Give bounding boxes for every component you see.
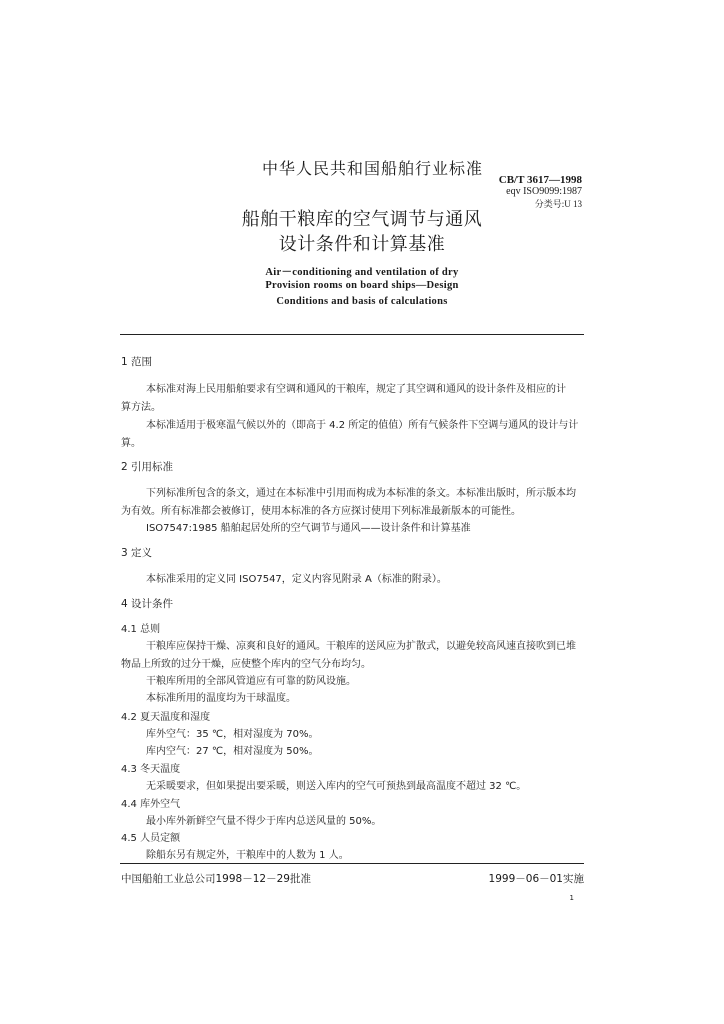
header-divider bbox=[120, 334, 584, 335]
title-cn-line2: 设计条件和计算基准 bbox=[278, 234, 446, 255]
section-4-2-heading: 4.2 夏天温度和湿度 bbox=[121, 712, 211, 723]
title-en-line2: Provision rooms on board ships—Design bbox=[265, 280, 459, 291]
section-4-1-para1-line2: 物品上所致的过分干燥，应使整个库内的空气分布均匀。 bbox=[121, 659, 371, 670]
section-4-2-para1: 库外空气：35 ℃，相对湿度为 70%。 bbox=[146, 729, 319, 740]
footer-divider bbox=[120, 863, 584, 864]
section-4-1-para2: 干粮库所用的全部风管道应有可靠的防风设施。 bbox=[146, 676, 356, 687]
approval-line: 中国船舶工业总公司1998－12－29批准 bbox=[121, 873, 311, 885]
section-1-para1-line1: 本标准对海上民用船舶要求有空调和通风的干粮库，规定了其空调和通风的设计条件及相应的计 bbox=[146, 384, 566, 395]
section-2-para1-line2: 为有效。所有标准都会被修订，使用本标准的各方应探讨使用下列标准最新版本的可能性。 bbox=[121, 506, 521, 517]
section-4-1-para3: 本标准所用的温度均为干球温度。 bbox=[146, 693, 296, 704]
section-4-1-heading: 4.1 总则 bbox=[121, 624, 161, 635]
title-en-line3: Conditions and basis of calculations bbox=[276, 296, 448, 307]
section-1-heading: 1 范围 bbox=[121, 356, 153, 368]
page-number: 1 bbox=[569, 894, 574, 902]
equivalent-standard: eqv ISO9099:1987 bbox=[506, 186, 582, 197]
section-4-3-heading: 4.3 冬天温度 bbox=[121, 764, 181, 775]
standard-code: CB/T 3617—1998 bbox=[498, 174, 582, 186]
section-1-para2-line2: 算。 bbox=[121, 438, 141, 449]
section-4-2-para2: 库内空气：27 ℃，相对湿度为 50%。 bbox=[146, 746, 319, 757]
implementation-line: 1999－06－01实施 bbox=[488, 873, 584, 885]
classification-number: 分类号:U 13 bbox=[534, 199, 582, 209]
title-cn-line1: 船舶干粮库的空气调节与通风 bbox=[241, 209, 483, 230]
section-3-heading: 3 定义 bbox=[121, 547, 153, 559]
section-4-5-heading: 4.5 人员定额 bbox=[121, 833, 181, 844]
section-4-4-heading: 4.4 库外空气 bbox=[121, 799, 181, 810]
section-2-reference: ISO7547:1985 船舶起居处所的空气调节与通风——设计条件和计算基准 bbox=[146, 523, 471, 534]
section-2-heading: 2 引用标准 bbox=[121, 461, 174, 473]
section-3-para1: 本标准采用的定义同 ISO7547，定义内容见附录 A（标准的附录）。 bbox=[146, 574, 447, 585]
section-4-3-para1: 无采暖要求，但如果提出要采暖，则送入库内的空气可预热到最高温度不超过 32 ℃。 bbox=[146, 781, 527, 792]
section-4-1-para1-line1: 干粮库应保持干燥、凉爽和良好的通风。干粮库的送风应为扩散式，以避免较高风速直接吹到已堆 bbox=[146, 641, 576, 652]
industry-standard-title: 中华人民共和国船舶行业标准 bbox=[262, 159, 484, 178]
title-en-line1: Air－conditioning and ventilation of dry bbox=[265, 267, 459, 278]
section-4-heading: 4 设计条件 bbox=[121, 598, 174, 610]
section-1-para2-line1: 本标准适用于极寒温气候以外的（即高于 4.2 所定的值值）所有气候条件下空调与通风的设计与计 bbox=[146, 420, 579, 431]
section-4-5-para1: 除船东另有规定外，干粮库中的人数为 1 人。 bbox=[146, 850, 349, 861]
section-1-para1-line2: 算方法。 bbox=[121, 402, 161, 413]
section-4-4-para1: 最小库外新鲜空气量不得少于库内总送风量的 50%。 bbox=[146, 816, 382, 827]
section-2-para1-line1: 下列标准所包含的条文，通过在本标准中引用而构成为本标准的条文。本标准出版时，所示版本均 bbox=[146, 488, 576, 499]
